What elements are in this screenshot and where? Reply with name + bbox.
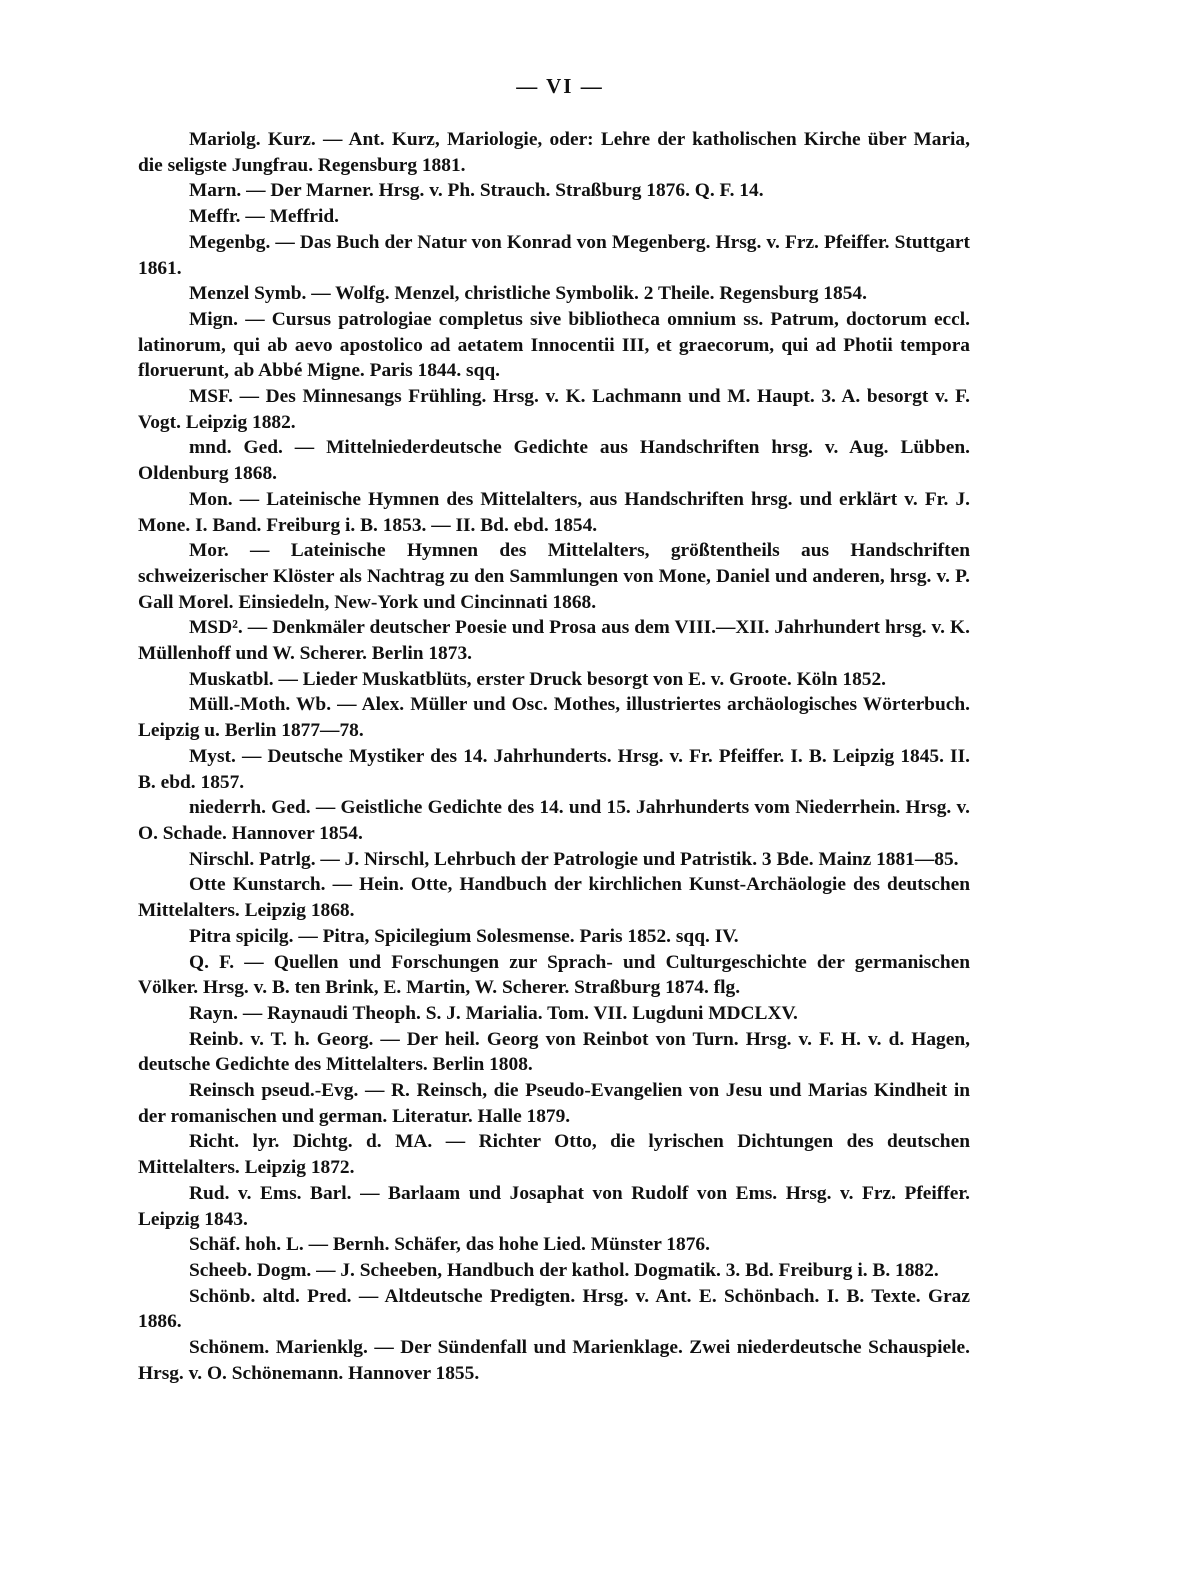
entry-abbreviation: Mign. (189, 308, 239, 330)
bibliography-entry (138, 667, 970, 693)
entry-abbreviation: Marn. (189, 180, 242, 202)
bibliography-entry (138, 924, 970, 950)
bibliography-entry (138, 538, 970, 615)
entry-text: — J. Scheeben, Handbuch der kathol. Dogmatik. 3. Bd. Freiburg i. B. 1882. (311, 1259, 939, 1281)
entry-abbreviation: Nirschl. Patrlg. (189, 848, 316, 870)
bibliography-entry (138, 178, 970, 204)
entry-abbreviation: Rud. v. Ems. Barl. (189, 1182, 352, 1204)
entry-text: — Pitra, Spicilegium Solesmense. Paris 1852. sqq. IV. (293, 925, 739, 947)
entry-text: — Lateinische Hymnen des Mittelalters, größtentheils aus Handschriften schweizerischer Klöster als Nachtrag zu den Sammlungen von Mone, Daniel und anderen, hrsg. v. P. Gall Morel. Einsiedeln, New-York und Cincinnati 1868. (138, 540, 970, 613)
abbreviation-list (138, 127, 970, 1386)
bibliography-entry (138, 1027, 970, 1078)
entry-abbreviation: Mariolg. Kurz. (189, 129, 316, 150)
entry-text: — Das Buch der Natur von Konrad von Megenberg. Hrsg. v. Frz. Pfeiffer. Stuttgart 1861. (138, 231, 970, 279)
entry-text: — R. Reinsch, die Pseudo-Evangelien von Jesu und Marias Kindheit in der romanischen und german. Literatur. Halle 1879. (138, 1080, 970, 1127)
entry-abbreviation: Meffr. (189, 206, 241, 228)
entry-abbreviation: Menzel Symb. (189, 283, 307, 305)
bibliography-entry (138, 230, 970, 281)
entry-text: — Hein. Otte, Handbuch der kirchlichen Kunst-Archäologie des deutschen Mittelalters. Leipzig 1868. (138, 874, 971, 922)
entry-text: — Geistliche Gedichte des 14. und 15. Jahrhunderts vom Niederrhein. Hrsg. v. O. Schade. Hannover 1854. (138, 797, 971, 844)
bibliography-entry (138, 1001, 970, 1027)
bibliography-entry (138, 1181, 970, 1232)
entry-text: — Der Sündenfall und Marienklage. Zwei niederdeutsche Schauspiele. Hrsg. v. O. Schönemann. Hannover 1855. (138, 1337, 970, 1384)
entry-abbreviation: Mor. (189, 540, 229, 562)
bibliography-entry (138, 872, 970, 923)
bibliography-entry (138, 281, 970, 307)
entry-abbreviation: Richt. lyr. Dichtg. d. MA. (189, 1131, 433, 1153)
bibliography-entry (138, 1284, 970, 1335)
entry-text: — Der Marner. Hrsg. v. Ph. Strauch. Straßburg 1876. Q. F. 14. (241, 180, 764, 202)
bibliography-entry (138, 1258, 970, 1284)
bibliography-entry (138, 1335, 970, 1386)
entry-abbreviation: Müll.-Moth. Wb. (189, 694, 332, 716)
bibliography-entry (138, 1232, 970, 1258)
entry-text: — Der heil. Georg von Reinbot von Turn. Hrsg. v. F. H. v. d. Hagen, deutsche Gedichte des Mittelalters. Berlin 1808. (138, 1028, 970, 1076)
entry-text: — Des Minnesangs Frühling. Hrsg. v. K. Lachmann und M. Haupt. 3. A. besorgt v. F. Vogt. Leipzig 1882. (138, 386, 970, 433)
page-number: — VI — (516, 74, 604, 98)
entry-text: — Deutsche Mystiker des 14. Jahrhunderts. Hrsg. v. Fr. Pfeiffer. I. B. Leipzig 1845. II. B. ebd. 1857. (138, 745, 970, 793)
entry-text: — J. Nirschl, Lehrbuch der Patrologie und Patristik. 3 Bde. Mainz 1881—85. (315, 848, 959, 870)
entry-abbreviation: Pitra spicilg. (189, 925, 294, 947)
entry-text: — Wolfg. Menzel, christliche Symbolik. 2 Theile. Regensburg 1854. (306, 283, 867, 305)
entry-text: — Altdeutsche Predigten. Hrsg. v. Ant. E. Schönbach. I. B. Texte. Graz 1886. (138, 1285, 970, 1333)
bibliography-entry (138, 795, 970, 846)
bibliography-entry (138, 384, 970, 435)
bibliography-entry (138, 307, 970, 384)
entry-abbreviation: Rayn. (189, 1002, 239, 1024)
entry-abbreviation: Schönb. altd. Pred. (189, 1285, 352, 1307)
entry-text: — Denkmäler deutscher Poesie und Prosa aus dem VIII.—XII. Jahrhundert hrsg. v. K. Müllenhoff und W. Scherer. Berlin 1873. (138, 617, 970, 665)
entry-text: — Lieder Muskatblüts, erster Druck besorgt von E. v. Groote. Köln 1852. (273, 668, 887, 690)
bibliography-entry (138, 435, 970, 486)
bibliography-entry (138, 1129, 970, 1180)
bibliography-entry (138, 204, 970, 230)
entry-text: — Lateinische Hymnen des Mittelalters, aus Handschriften hrsg. und erklärt v. Fr. J. Mone. I. Band. Freiburg i. B. 1853. — II. Bd. ebd. 1854. (138, 488, 970, 536)
entry-text: — Raynaudi Theoph. S. J. Marialia. Tom. VII. Lugduni MDCLXV. (238, 1002, 798, 1024)
entry-abbreviation: niederrh. Ged. (189, 797, 311, 819)
entry-abbreviation: MSF. (189, 386, 233, 408)
entry-abbreviation: Mon. (189, 488, 233, 510)
bibliography-entry (138, 487, 970, 538)
entry-abbreviation: Schönem. Marienklg. (189, 1337, 368, 1359)
entry-abbreviation: Megenbg. (189, 231, 271, 253)
entry-text: — Mittelniederdeutsche Gedichte aus Handschriften hrsg. v. Aug. Lübben. Oldenburg 1868. (138, 437, 970, 485)
entry-text: — Alex. Müller und Osc. Mothes, illustriertes archäologisches Wörterbuch. Leipzig u. Berlin 1877—78. (138, 694, 970, 742)
entry-text: — Barlaam und Josaphat von Rudolf von Ems. Hrsg. v. Frz. Pfeiffer. Leipzig 1843. (138, 1182, 970, 1230)
bibliography-entry (138, 127, 970, 178)
bibliography-entry (138, 950, 970, 1001)
entry-text: — Richter Otto, die lyrischen Dichtungen des deutschen Mittelalters. Leipzig 1872. (138, 1131, 970, 1179)
entry-abbreviation: Muskatbl. (189, 668, 274, 690)
bibliography-entry (138, 692, 970, 743)
entry-abbreviation: Reinb. v. T. h. Georg. (189, 1028, 374, 1050)
entry-abbreviation: Q. F. (189, 951, 235, 973)
bibliography-entry (138, 615, 970, 666)
entry-text: — Bernh. Schäfer, das hohe Lied. Münster 1876. (303, 1234, 710, 1256)
entry-abbreviation: Scheeb. Dogm. (189, 1259, 312, 1281)
entry-text: — Meffrid. (240, 206, 340, 228)
entry-abbreviation: MSD². (189, 617, 243, 639)
entry-abbreviation: Otte Kunstarch. (189, 874, 326, 896)
bibliography-entry (138, 744, 970, 795)
entry-text: — Quellen und Forschungen zur Sprach- und Culturgeschichte der germanischen Völker. Hrsg. v. B. ten Brink, E. Martin, W. Scherer. Straßburg 1874. flg. (138, 951, 970, 999)
entry-text: — Ant. Kurz, Mariologie, oder: Lehre der katholischen Kirche über Maria, die seligste Jungfrau. Regensburg 1881. (138, 129, 970, 176)
entry-text: — Cursus patrologiae completus sive bibliotheca omnium ss. Patrum, doctorum eccl. latinorum, qui ab aevo apostolico ad aetatem Innocentii III, et graecorum, qui ad Photii tempora floruerunt, ab Abbé Migne. Paris 1844. sqq. (138, 308, 970, 382)
bibliography-entry (138, 1078, 970, 1129)
entry-abbreviation: mnd. Ged. (189, 437, 283, 459)
entry-abbreviation: Schäf. hoh. L. (189, 1234, 304, 1256)
entry-abbreviation: Reinsch pseud.-Evg. (189, 1080, 359, 1102)
bibliography-entry (138, 847, 970, 873)
entry-abbreviation: Myst. (189, 745, 236, 767)
